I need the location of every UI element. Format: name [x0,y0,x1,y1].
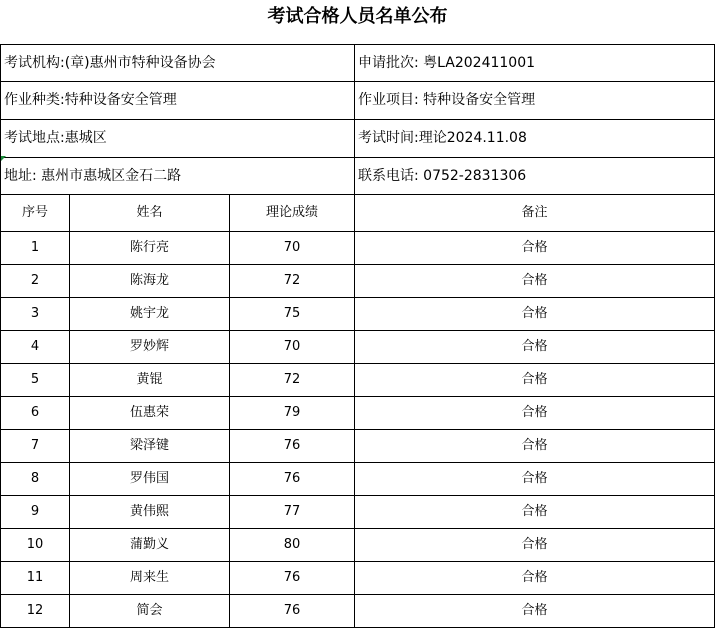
header-remark: 备注 [355,195,715,232]
exam-time-cell: 考试时间:理论2024.11.08 [355,120,715,158]
score-cell: 76 [230,430,355,463]
table-header-row [0,195,715,232]
remark-cell: 合格 [355,463,715,496]
seq-cell: 4 [0,331,70,364]
seq-cell: 7 [0,430,70,463]
remark-cell: 合格 [355,562,715,595]
seq-cell: 2 [0,265,70,298]
table-row [0,529,715,562]
seq-cell: 9 [0,496,70,529]
name-cell: 梁泽键 [70,430,230,463]
header-name: 姓名 [70,195,230,232]
remark-cell: 合格 [355,397,715,430]
address-cell: 地址: 惠州市惠城区金石二路 [0,158,355,195]
name-cell: 黄伟熙 [70,496,230,529]
name-cell: 蒲勤义 [70,529,230,562]
header-score: 理论成绩 [230,195,355,232]
name-cell: 黄锟 [70,364,230,397]
score-cell: 77 [230,496,355,529]
score-cell: 75 [230,298,355,331]
table-row [0,265,715,298]
name-cell: 罗伟国 [70,463,230,496]
name-cell: 伍惠荣 [70,397,230,430]
remark-cell: 合格 [355,496,715,529]
remark-cell: 合格 [355,265,715,298]
name-cell: 周来生 [70,562,230,595]
phone-cell: 联系电话: 0752-2831306 [355,158,715,195]
name-cell: 罗妙辉 [70,331,230,364]
header-seq: 序号 [0,195,70,232]
seq-cell: 5 [0,364,70,397]
table-row [0,298,715,331]
score-cell: 72 [230,364,355,397]
name-cell: 陈海龙 [70,265,230,298]
remark-cell: 合格 [355,430,715,463]
location-cell: 考试地点:惠城区 [0,120,355,158]
table-row [0,364,715,397]
score-cell: 80 [230,529,355,562]
seq-cell: 11 [0,562,70,595]
name-cell: 简会 [70,595,230,628]
info-row-work [0,82,715,120]
score-cell: 70 [230,232,355,265]
table-row [0,232,715,265]
remark-cell: 合格 [355,595,715,628]
score-cell: 72 [230,265,355,298]
seq-cell: 8 [0,463,70,496]
batch-cell: 申请批次: 粤LA202411001 [355,44,715,82]
score-cell: 76 [230,595,355,628]
seq-cell: 10 [0,529,70,562]
table-row [0,595,715,628]
seq-cell: 12 [0,595,70,628]
table-row [0,430,715,463]
table-row [0,331,715,364]
score-cell: 70 [230,331,355,364]
score-cell: 79 [230,397,355,430]
table-row [0,463,715,496]
remark-cell: 合格 [355,331,715,364]
page-title: 考试合格人员名单公布 [267,6,448,27]
table-row [0,562,715,595]
info-row-org [0,44,715,82]
exam-org-cell: 考试机构:(章)惠州市特种设备协会 [0,44,355,82]
remark-cell: 合格 [355,529,715,562]
info-row-address [0,158,715,195]
remark-cell: 合格 [355,232,715,265]
score-cell: 76 [230,463,355,496]
remark-cell: 合格 [355,298,715,331]
name-cell: 陈行亮 [70,232,230,265]
name-cell: 姚宇龙 [70,298,230,331]
seq-cell: 3 [0,298,70,331]
work-type-cell: 作业种类:特种设备安全管理 [0,82,355,120]
seq-cell: 1 [0,232,70,265]
info-row-location [0,120,715,158]
score-cell: 76 [230,562,355,595]
work-item-cell: 作业项目: 特种设备安全管理 [355,82,715,120]
table-row [0,496,715,529]
seq-cell: 6 [0,397,70,430]
table-row [0,397,715,430]
remark-cell: 合格 [355,364,715,397]
